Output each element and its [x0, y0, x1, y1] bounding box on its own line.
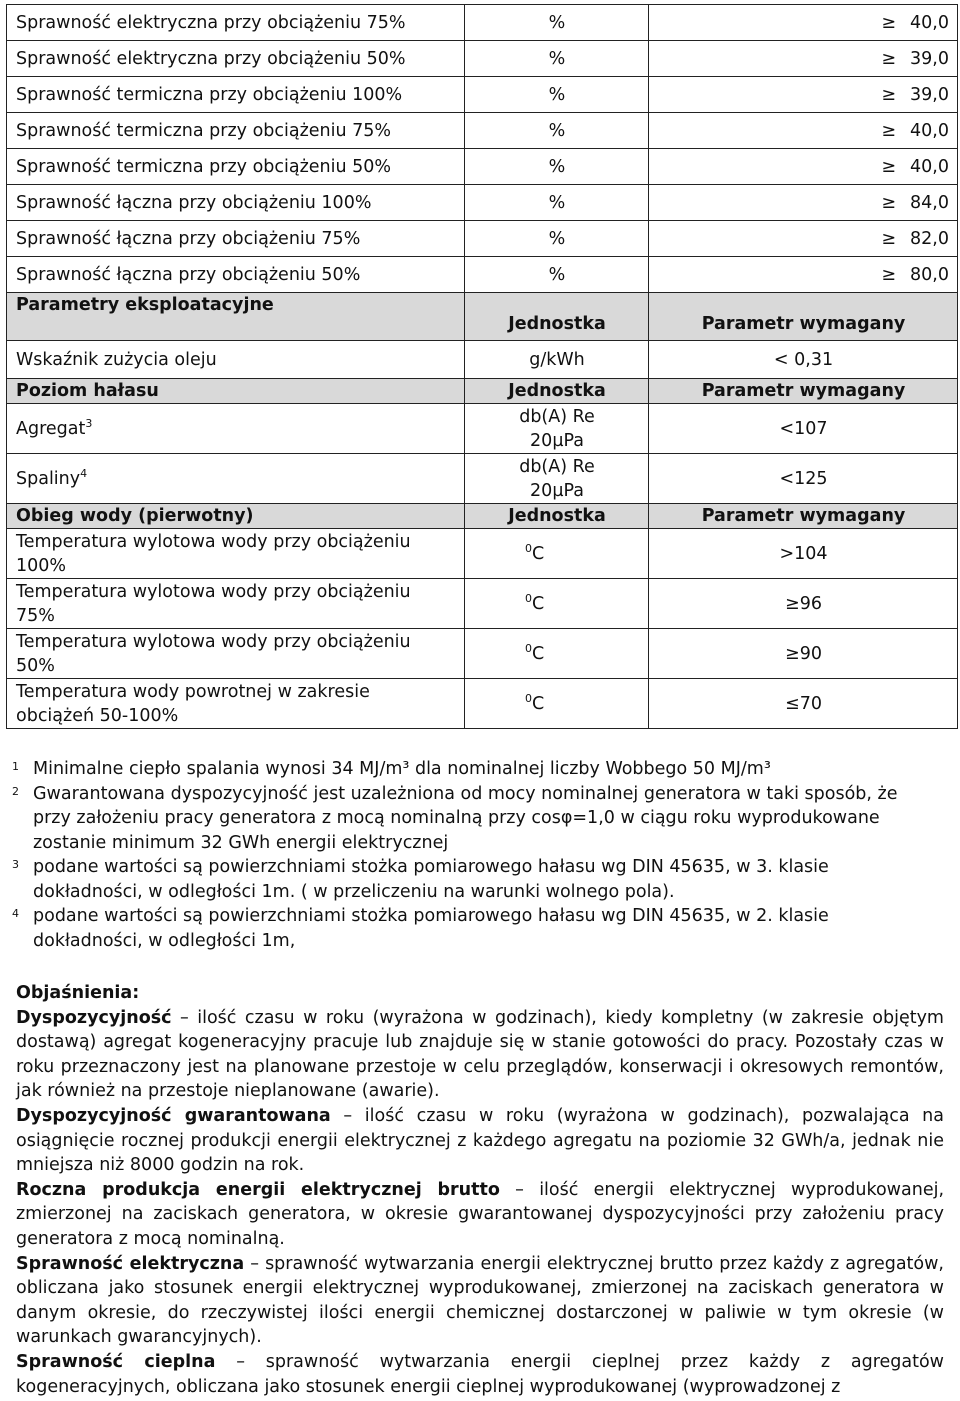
section-header [7, 293, 958, 341]
row-label: Spaliny$^4$ [7, 454, 465, 504]
row-value: <125 [649, 454, 958, 504]
table-row [7, 629, 958, 679]
table-row [7, 113, 958, 149]
row-label: Temperatura wylotowa wody przy obciążeniu 50% [7, 629, 465, 679]
degree: 0 [525, 541, 532, 555]
definition-text: ilość czasu w roku (wyrażona w godzinach), pozwalająca na osiągnięcie rocznej produkcji energii elektrycznej z każdego agregatu na poziomie 32 GWh/a, jednak nie mniejsza niż 8000 godzin na rok. [16, 1105, 944, 1176]
row-value [649, 221, 958, 257]
value: 40,0 [910, 120, 949, 141]
table-row [7, 579, 958, 629]
footnotes [12, 757, 947, 953]
symbol: ≥ [881, 264, 897, 285]
footnote-number: 4 [12, 907, 19, 920]
footnote-line: dokładności, w odległości 1m, [33, 930, 296, 951]
footnote-line: Gwarantowana dyspozycyjność jest uzależniona od mocy nominalnej generatora w taki sposób, że [33, 783, 898, 804]
definition-dash: – [330, 1105, 365, 1126]
row-label: Wskaźnik zużycia oleju [7, 341, 465, 379]
footnote-line: Minimalne ciepło spalania wynosi 34 MJ/m³ dla nominalnej liczby Wobbego 50 MJ/m³ [33, 759, 771, 779]
row-unit: % [465, 257, 649, 293]
row-value [649, 5, 958, 41]
footnote-number: 3 [12, 858, 19, 871]
table-row [7, 404, 958, 454]
table-row [7, 185, 958, 221]
footnote-line: podane wartości są powierzchniami stożka pomiarowego hałasu wg DIN 45635, w 2. klasie [33, 906, 829, 926]
row-value [649, 149, 958, 185]
definition [16, 1252, 944, 1350]
table-row [7, 529, 958, 579]
definition-dash: – [171, 1007, 198, 1028]
row-unit: db(A) Re 20µPa [465, 454, 649, 504]
definition-term: Sprawność cieplna [16, 1351, 216, 1372]
row-unit: $^0$C [465, 679, 649, 729]
section-header [7, 379, 958, 404]
table-row [7, 149, 958, 185]
table-row [7, 679, 958, 729]
row-value [649, 77, 958, 113]
footnote-line: przy założeniu pracy generatora z mocą nominalną przy cosφ=1,0 w ciągu roku wyprodukowane [33, 808, 880, 828]
footnote [12, 904, 947, 953]
definition-term: Sprawność elektryczna [16, 1253, 245, 1274]
row-unit: % [465, 5, 649, 41]
row-value [649, 113, 958, 149]
header-unit: Jednostka [465, 379, 649, 404]
spec-table [6, 4, 958, 729]
footnote-ref: 3 [85, 416, 93, 430]
table-row [7, 341, 958, 379]
row-label: Temperatura wylotowa wody przy obciążeniu 75% [7, 579, 465, 629]
header-required: Parametr wymagany [649, 293, 958, 341]
row-unit: % [465, 149, 649, 185]
footnote-line: zostanie minimum 32 GWh energii elektrycznej [33, 832, 449, 853]
degree: 0 [525, 691, 532, 705]
footnote-number: 1 [12, 760, 19, 773]
row-unit: % [465, 113, 649, 149]
symbol: ≥ [881, 192, 897, 213]
row-label: Sprawność termiczna przy obciążeniu 100% [7, 77, 465, 113]
definition [16, 1350, 944, 1399]
row-label: Sprawność termiczna przy obciążeniu 50% [7, 149, 465, 185]
header-label: Poziom hałasu [7, 379, 465, 404]
row-value: ≥90 [649, 629, 958, 679]
row-label: Temperatura wylotowa wody przy obciążeniu 100% [7, 529, 465, 579]
symbol: ≥ [881, 84, 897, 105]
header-unit: Jednostka [465, 293, 649, 341]
row-unit: % [465, 41, 649, 77]
degree: 0 [525, 591, 532, 605]
definition-text: sprawność wytwarzania energii elektrycznej brutto przez każdy z agregatów, obliczana jako stosunek energii elektrycznej wyprodukowanej, zmierzonej na zaciskach generatora w danym okresie, do rzeczywistej ilości energii chemicznej dostarczonej w paliwie w tym okresie (w warunkach gwarancyjnych). [16, 1253, 944, 1348]
row-label: Sprawność termiczna przy obciążeniu 75% [7, 113, 465, 149]
symbol: ≥ [881, 48, 897, 69]
header-label: Parametry eksploatacyjne [7, 293, 465, 341]
footnote [12, 757, 947, 782]
row-unit: db(A) Re 20µPa [465, 404, 649, 454]
row-label: Agregat$^3$ [7, 404, 465, 454]
row-label: Sprawność elektryczna przy obciążeniu 75% [7, 5, 465, 41]
value: 39,0 [910, 48, 949, 69]
row-label: Sprawność łączna przy obciążeniu 100% [7, 185, 465, 221]
row-unit: % [465, 185, 649, 221]
table-row [7, 41, 958, 77]
row-label: Sprawność łączna przy obciążeniu 50% [7, 257, 465, 293]
row-value: >104 [649, 529, 958, 579]
definition [16, 1104, 944, 1178]
value: 84,0 [910, 192, 949, 213]
table-row [7, 5, 958, 41]
row-label: Temperatura wody powrotnej w zakresie obciążeń 50-100% [7, 679, 465, 729]
definition-text: sprawność wytwarzania energii cieplnej przez każdy z agregatów kogeneracyjnych, obliczana jako stosunek energii cieplnej wyprodukowanej (wyprowadzonej z [16, 1351, 944, 1397]
value: 82,0 [910, 228, 949, 249]
symbol: ≥ [881, 156, 897, 177]
definition-text: ilość energii elektrycznej wyprodukowanej, zmierzonej na zaciskach generatora, w okresie gwarantowanej dyspozycyjności przy założeniu pracy generatora z mocą nominalną. [16, 1179, 945, 1249]
symbol: ≥ [881, 12, 897, 33]
definition-term: Roczna produkcja energii elektrycznej brutto [16, 1179, 500, 1200]
definition-dash: – [244, 1253, 266, 1274]
row-value: ≤70 [649, 679, 958, 729]
footnote-line: podane wartości są powierzchniami stożka pomiarowego hałasu wg DIN 45635, w 3. klasie [33, 857, 829, 877]
footnote-ref: 4 [80, 466, 88, 480]
header-required: Parametr wymagany [649, 379, 958, 404]
table-row [7, 221, 958, 257]
degree: 0 [525, 641, 532, 655]
value: 80,0 [910, 264, 949, 285]
definition-dash: – [215, 1351, 266, 1372]
row-unit: % [465, 77, 649, 113]
value: 40,0 [910, 12, 949, 33]
header-label: Obieg wody (pierwotny) [7, 504, 465, 529]
symbol: ≥ [881, 228, 897, 249]
row-unit: $^0$C [465, 629, 649, 679]
definition-term: Dyspozycyjność [16, 1007, 172, 1028]
row-value: ≥96 [649, 579, 958, 629]
row-value [649, 257, 958, 293]
footnote-number: 2 [12, 784, 19, 798]
value: 39,0 [910, 84, 949, 105]
row-unit: % [465, 221, 649, 257]
row-unit: $^0$C [465, 579, 649, 629]
footnote-line: dokładności, w odległości 1m. ( w przeliczeniu na warunki wolnego pola). [33, 881, 675, 902]
row-value: < 0,31 [649, 341, 958, 379]
table-row [7, 77, 958, 113]
explanations [16, 981, 944, 1399]
row-value [649, 185, 958, 221]
header-required: Parametr wymagany [649, 504, 958, 529]
row-unit: g/kWh [465, 341, 649, 379]
table-row [7, 454, 958, 504]
definition-dash: – [499, 1179, 540, 1200]
row-value: <107 [649, 404, 958, 454]
definition [16, 1178, 944, 1252]
explanations-heading: Objaśnienia: [16, 983, 140, 1003]
definition-term: Dyspozycyjność gwarantowana [16, 1105, 331, 1126]
header-unit: Jednostka [465, 504, 649, 529]
row-label: Sprawność elektryczna przy obciążeniu 50% [7, 41, 465, 77]
definition [16, 1006, 944, 1104]
footnote [12, 855, 947, 904]
footnote [12, 782, 947, 856]
row-value [649, 41, 958, 77]
value: 40,0 [910, 156, 949, 177]
row-label: Sprawność łączna przy obciążeniu 75% [7, 221, 465, 257]
table-row [7, 257, 958, 293]
definition-text: ilość czasu w roku (wyrażona w godzinach), kiedy kompletny (w zakresie objętym dostawą) agregat kogeneracyjny pracuje lub znajduje się w stanie gotowości do pracy. Pozostały czas w roku przeznaczony jest na planowane przestoje w celu przeglądów, konserwacji i okresowych remontów, jak również na przestoje nieplanowane (awarie). [16, 1007, 944, 1102]
symbol: ≥ [881, 120, 897, 141]
row-unit: $^0$C [465, 529, 649, 579]
section-header [7, 504, 958, 529]
